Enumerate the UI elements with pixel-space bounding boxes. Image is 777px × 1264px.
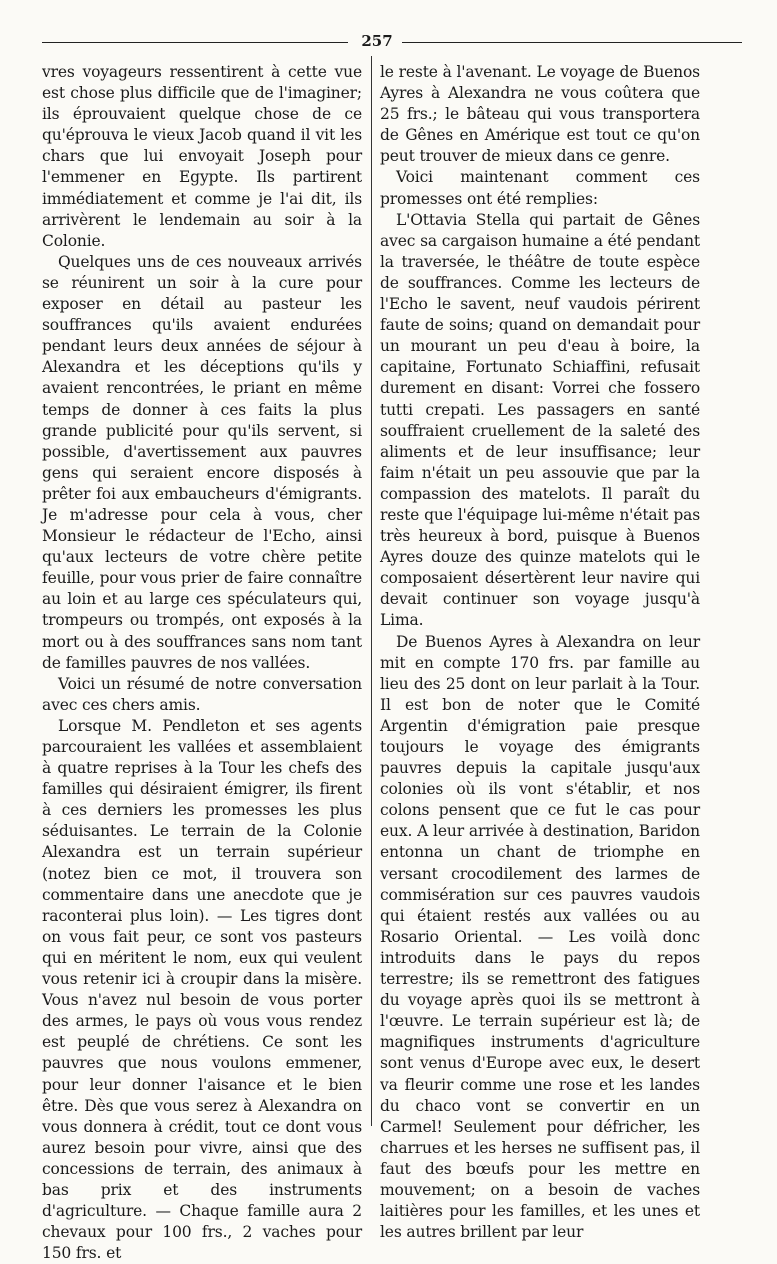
paragraph: le reste à l'avenant. Le voyage de Buenos Ayres à Alexandra ne vous coûtera que 25 frs.; le bâteau qui vous transportera de Gênes en Amérique est tout ce qu'on peut trouver de mieux dans ce genre. <box>380 63 700 166</box>
paragraph: De Buenos Ayres à Alexandra on leur mit en compte 170 frs. par famille au lieu des 25 dont on leur parlait à la Tour. Il est bon de noter que le Comité Argentin d'émigration paie presque toujours le voyage des émigrants pauvres depuis la capitale jusqu'aux colonies où ils vont s'établir, et nos colons pensent que ce fut le cas pour eux. A leur arrivée à destination, Baridon entonna un chant de triomphe en versant crocodilement des larmes de commisération sur ces pauvres vaudois qui étaient restés aux vallées ou au Rosario Oriental. — Les voilà donc introduits dans le pays du repos terrestre; ils se remettront des fatigues du voyage après quoi ils se mettront à l'œuvre. Le terrain supérieur est là; de magnifiques instruments d'agriculture sont venus d'Europe avec eux, le desert va fleurir comme une rose et les landes du chaco vont se convertir en un Carmel! Seulement pour défricher, les charrues et les herses ne suffisent pas, il faut des bœufs pour les mettre en mouvement; on a besoin de vaches laitières pour les familles, et les unes et les autres brillent par leur <box>380 632 700 1242</box>
column-divider <box>371 56 372 1126</box>
paragraph: Voici un résumé de notre conversation avec ces chers amis. <box>42 674 362 714</box>
page-number: 257 <box>361 32 393 50</box>
header-rule-left <box>42 42 348 43</box>
right-column <box>380 62 700 1243</box>
header-rule-right <box>402 42 742 43</box>
paragraph: Quelques uns de ces nouveaux arrivés se réunirent un soir à la cure pour exposer en détail au pasteur les souffrances qu'ils avaient endurées pendant leurs deux années de séjour à Alexandra et les déceptions qu'ils y avaient rencontrées, le priant en même temps de donner à ces faits la plus grande publicité pour qu'ils servent, si possible, d'avertissement aux pauvres gens qui seraient encore disposés à prêter foi aux embaucheurs d'émigrants. Je m'adresse pour cela à vous, cher Monsieur le rédacteur de l'Echo, ainsi qu'aux lecteurs de votre chère petite feuille, pour vous prier de faire connaître au loin et au large ces spéculateurs qui, trompeurs ou trompés, ont exposés à la mort ou à des souffrances sans nom tant de familles pauvres de nos vallées. <box>42 252 362 672</box>
paragraph: L'Ottavia Stella qui partait de Gênes avec sa cargaison humaine a été pendant la traversée, le théâtre de toute espèce de souffrances. Comme les lecteurs de l'Echo le savent, neuf vaudois périrent faute de soins; quand on demandait pour un mourant un peu d'eau à boire, la capitaine, Fortunato Schiaffini, refusait durement en disant: Vorrei che fossero tutti crepati. Les passagers en santé souffraient cruellement de la saleté des aliments et de leur insuffisance; leur faim n'était un peu assouvie que par la compassion des matelots. Il paraît du reste que l'équipage lui-même n'était pas très heureux à bord, puisque à Buenos Ayres douze des quinze matelots qui le composaient désertèrent leur navire qui devait continuer son voyage jusqu'à Lima. <box>380 210 700 630</box>
left-column <box>42 62 362 1264</box>
paragraph: Lorsque M. Pendleton et ses agents parcouraient les vallées et assemblaient à quatre reprises à la Tour les chefs des familles qui désiraient émigrer, ils firent à ces derniers les promesses les plus séduisantes. Le terrain de la Colonie Alexandra est un terrain supérieur (notez bien ce mot, il trouvera son commentaire dans une anecdote que je raconterai plus loin). — Les tigres dont on vous fait peur, ce sont vos pasteurs qui en méritent le nom, eux qui veulent vous retenir ici à croupir dans la misère. Vous n'avez nul besoin de vous porter des armes, le pays où vous vous rendez est peuplé de chrétiens. Ce sont les pauvres que nous voulons emmener, pour leur donner l'aisance et le bien être. Dès que vous serez à Alexandra on vous donnera à crédit, tout ce dont vous aurez besoin pour vivre, ainsi que des concessions de terrain, des animaux à bas prix et des instruments d'agriculture. — Chaque famille aura 2 chevaux pour 100 frs., 2 vaches pour 150 frs. et <box>42 716 362 1263</box>
paragraph: vres voyageurs ressentirent à cette vue est chose plus difficile que de l'imaginer; ils éprouvaient quelque chose de ce qu'éprouva le vieux Jacob quand il vit les chars que lui envoyait Joseph pour l'emmener en Egypte. Ils partirent immédiatement et comme je l'ai dit, ils arrivèrent le lendemain au soir à la Colonie. <box>42 63 362 250</box>
paragraph: Voici maintenant comment ces promesses ont été remplies: <box>380 168 700 208</box>
page-header <box>42 30 742 52</box>
